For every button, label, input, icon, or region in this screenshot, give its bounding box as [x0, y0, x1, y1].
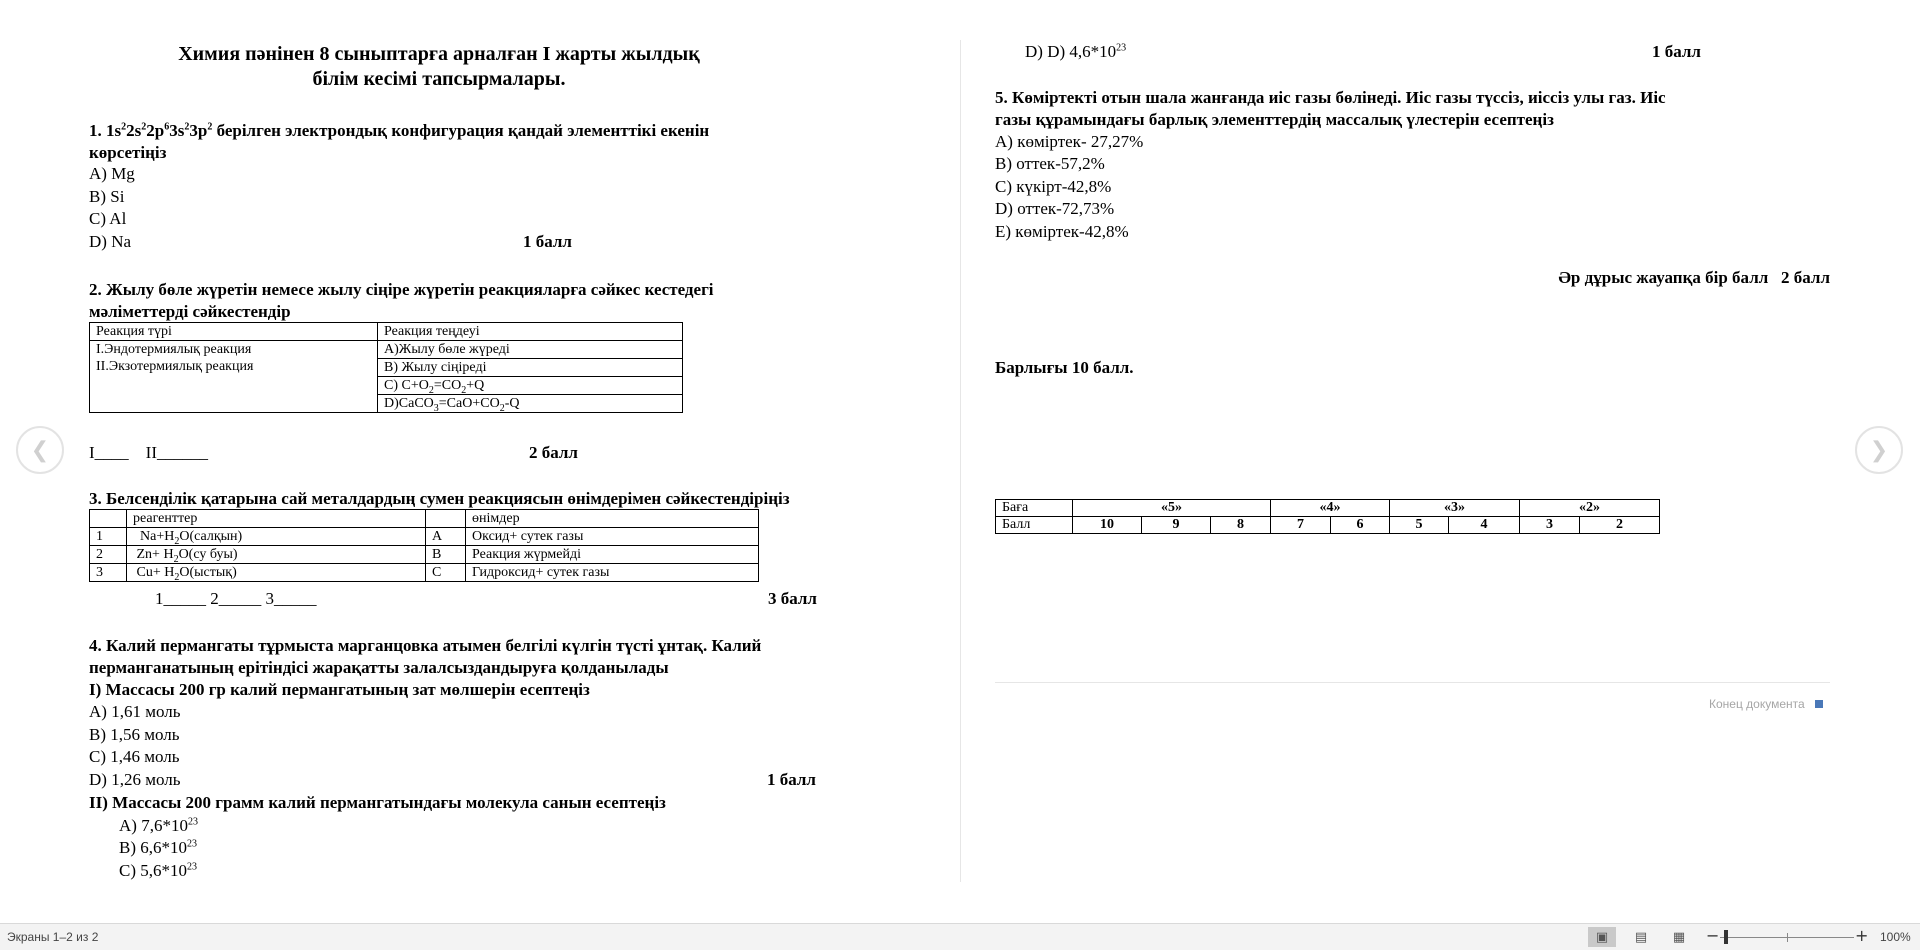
q3-table	[89, 509, 759, 582]
q4-part2-option-b: B) $6,6*10^{23}$	[119, 838, 197, 857]
score-cell: 4	[1449, 517, 1520, 534]
q3-header-products: өнімдер	[466, 510, 759, 528]
question-1	[89, 120, 709, 164]
q1-option-b: B) Si	[89, 187, 125, 206]
status-bar	[0, 923, 1920, 950]
q2-answer-blanks: І____ ІІ______	[89, 443, 208, 462]
q4-part1-points: 1 балл	[767, 770, 816, 789]
title-line-1: Химия пәнінен 8 сыныптарға арналған І жарты жылдық	[178, 43, 700, 65]
total-points: Барлығы 10 балл.	[995, 358, 1134, 377]
q5-option-e: E) көміртек-42,8%	[995, 222, 1129, 241]
question-4	[89, 635, 761, 701]
q4-part1-option-b: B) 1,56 моль	[89, 725, 180, 744]
q3-row-num: 3	[90, 564, 127, 582]
q3-row-letter: A	[426, 528, 466, 546]
q2-table	[89, 322, 683, 413]
question-5-text-line-2: газы құрамындағы барлық элементтердің массалық үлестерін есептеңіз	[995, 110, 1554, 129]
q3-row-reagent: $Na+H_2O(салқын)$	[127, 528, 426, 546]
q4-part2-option-c: C) $5,6*10^{23}$	[119, 861, 197, 880]
question-2-text-line-2: мәліметтерді сәйкестендір	[89, 302, 291, 321]
table-row	[90, 341, 683, 359]
q4-part2-points: 1 балл	[1652, 42, 1701, 61]
q3-row-letter: C	[426, 564, 466, 582]
q3-row-reagent: $Zn+ H_2O(су$ буы)	[127, 546, 426, 564]
end-of-document-label: Конец документа	[1709, 697, 1805, 711]
score-cell: 5	[1390, 517, 1449, 534]
question-4-part-2-text: ІІ) Массасы 200 грамм калий пермангатындағы молекула санын есептеңіз	[89, 793, 666, 812]
score-cell: 7	[1271, 517, 1331, 534]
q2-header-equation: Реакция теңдеуі	[378, 323, 683, 341]
q4-part1-option-d: D) 1,26 моль	[89, 770, 181, 789]
document-title	[89, 42, 789, 92]
score-cell: 9	[1142, 517, 1211, 534]
book-icon: ▣	[1595, 929, 1609, 945]
q5-option-c: C) күкірт-42,8%	[995, 177, 1112, 196]
q2-types-cell	[90, 341, 378, 413]
table-row	[90, 528, 759, 546]
question-4-text-line-1: 4. Калий пермангаты тұрмыста марганцовка атымен белгілі күлгін түсті ұнтақ. Калий	[89, 636, 762, 655]
q5-option-d: D) оттек-72,73%	[995, 199, 1115, 218]
q4-part1-option-a: A) 1,61 моль	[89, 702, 181, 721]
q1-option-a: A) Mg	[89, 164, 135, 183]
q3-answer-blanks: 1_____ 2_____ 3_____	[155, 589, 317, 608]
question-4-part-1: І) Массасы 200 гр калий пермангатының зат мөлшерін есептеңіз	[89, 680, 590, 699]
q3-header-reagents: реагенттер	[127, 510, 426, 528]
q3-points: 3 балл	[768, 589, 817, 608]
q1-option-d: D) Na	[89, 232, 132, 251]
zoom-in-button[interactable]: +	[1855, 926, 1869, 945]
grade-3: «3»	[1390, 500, 1520, 517]
q5-points: Әр дұрыс жауапқа бір балл 2 балл	[1558, 268, 1830, 287]
q3-row-product: Реакция жүрмейді	[466, 546, 759, 564]
previous-screen-button[interactable]	[16, 426, 64, 474]
q3-row-product: Гидроксид+ сутек газы	[466, 564, 759, 582]
table-row	[996, 517, 1660, 534]
q1-points: 1 балл	[523, 232, 572, 251]
q3-header-num	[90, 510, 127, 528]
question-2-text-line-1: 2. Жылу бөле жүретін немесе жылу сіңіре жүретін реакцияларға сәйкес кестедегі	[89, 280, 714, 299]
chevron-right-icon: ❯	[1869, 437, 1889, 463]
zoom-level[interactable]: 100%	[1880, 930, 1911, 944]
q2-header-type: Реакция түрі	[90, 323, 378, 341]
q2-eq-c: C) $C+O_2=CO_2+Q$	[378, 377, 683, 395]
question-3-text: 3. Белсенділік қатарына сай металдардың сумен реакциясын өнімдерімен сәйкестендіріңіз	[89, 489, 790, 508]
question-1-text: 1. $1s^22s^22p^63s^23p^2$ берілген электрондық конфигурация қандай элементтікі екенін	[89, 121, 710, 140]
page-divider	[960, 40, 961, 882]
score-cell: 2	[1580, 517, 1660, 534]
print-layout-button[interactable]	[1627, 927, 1655, 947]
title-line-2: білім кесімі тапсырмалары.	[312, 68, 566, 90]
table-row	[996, 500, 1660, 517]
q2-eq-d: $D)CaCO_3=CaO+CO_2-Q$	[378, 395, 683, 413]
zoom-slider-thumb[interactable]	[1724, 930, 1728, 944]
q3-row-reagent: $Cu+ H_2O(ыстық)$	[127, 564, 426, 582]
grade-4: «4»	[1271, 500, 1390, 517]
q2-points: 2 балл	[529, 443, 578, 462]
q2-eq-a: A)Жылу бөле жүреді	[378, 341, 683, 359]
screen-counter: Экраны 1–2 из 2	[7, 930, 99, 944]
chevron-left-icon: ❮	[30, 437, 50, 463]
question-4-text-line-2: перманганатының ерітіндісі жарақатты залалсыздандыруға қолданылады	[89, 658, 669, 677]
q4-part2-option-d: D) D) $4,6*10^{23}$	[1025, 42, 1127, 61]
table-row	[90, 323, 683, 341]
score-label: Балл	[996, 517, 1073, 534]
score-cell: 6	[1331, 517, 1390, 534]
question-5-text-line-1: 5. Көміртекті отын шала жанғанда иіс газы бөлінеді. Иіс газы түссіз, иіссіз улы газ. Иіс	[995, 88, 1666, 107]
question-5	[995, 87, 1666, 131]
score-cell: 3	[1520, 517, 1580, 534]
grade-table	[995, 499, 1660, 534]
q3-header-letter	[426, 510, 466, 528]
q3-row-product: Оксид+ сутек газы	[466, 528, 759, 546]
question-4-part-2	[89, 792, 666, 814]
grade-5: «5»	[1073, 500, 1271, 517]
web-layout-button[interactable]	[1665, 927, 1693, 947]
q2-type-endothermic: І.Эндотермиялық реакция	[96, 342, 252, 357]
table-row	[90, 510, 759, 528]
q5-option-b: B) оттек-57,2%	[995, 154, 1105, 173]
q3-row-letter: B	[426, 546, 466, 564]
question-2	[89, 279, 714, 323]
zoom-slider-center-tick	[1787, 933, 1788, 942]
q4-part2-option-a: A) $7,6*10^{23}$	[119, 816, 198, 835]
web-icon: ▦	[1672, 929, 1686, 945]
question-3	[89, 488, 790, 510]
read-mode-button[interactable]	[1588, 927, 1616, 947]
next-screen-button[interactable]	[1855, 426, 1903, 474]
grade-2: «2»	[1520, 500, 1660, 517]
page-icon: ▤	[1634, 929, 1648, 945]
end-marker-icon	[1815, 700, 1823, 708]
question-1-text-line-2: көрсетіңіз	[89, 143, 167, 162]
q4-part1-option-c: C) 1,46 моль	[89, 747, 180, 766]
q1-option-c: C) Al	[89, 209, 127, 228]
score-cell: 8	[1211, 517, 1271, 534]
zoom-out-button[interactable]: −	[1706, 926, 1720, 945]
q3-row-num: 1	[90, 528, 127, 546]
end-of-document-line	[995, 682, 1830, 683]
table-row	[90, 564, 759, 582]
q2-eq-b: B) Жылу сіңіреді	[378, 359, 683, 377]
q5-option-a: A) көміртек- 27,27%	[995, 132, 1144, 151]
score-cell: 10	[1073, 517, 1142, 534]
end-of-document	[1709, 697, 1823, 711]
table-row	[90, 546, 759, 564]
q2-type-exothermic: ІІ.Экзотермиялық реакция	[96, 359, 254, 374]
q3-row-num: 2	[90, 546, 127, 564]
grade-label: Баға	[996, 500, 1073, 517]
